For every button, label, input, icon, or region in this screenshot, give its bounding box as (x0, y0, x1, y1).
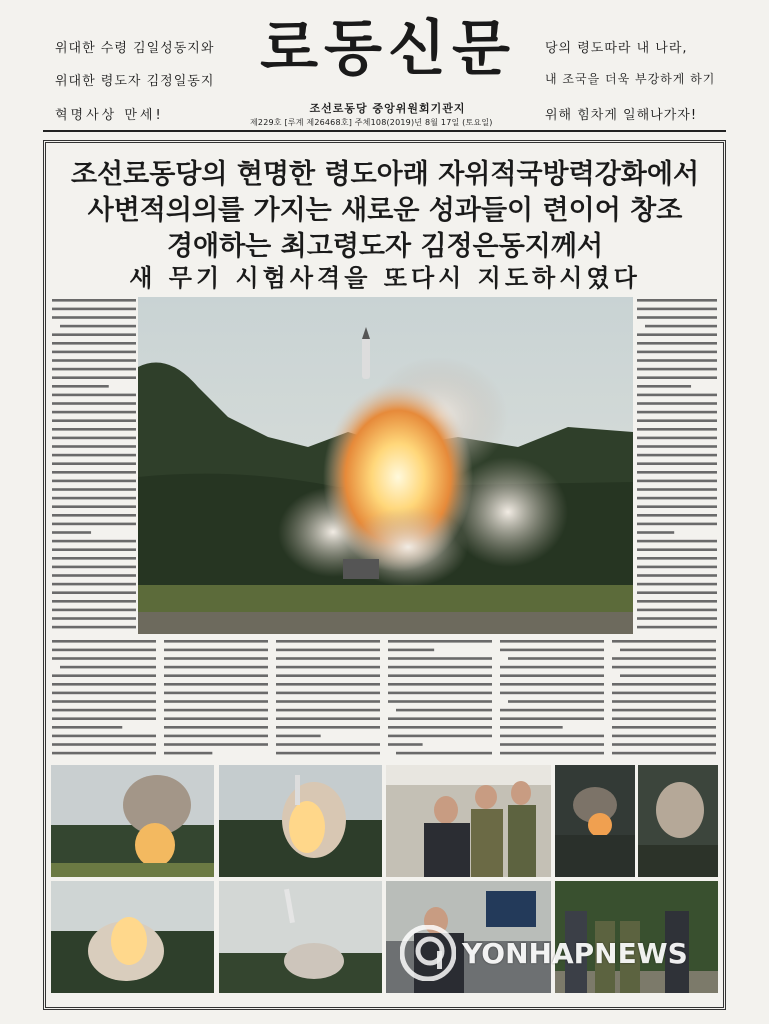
greeked-text-line (637, 359, 717, 362)
greeked-text-line (52, 385, 109, 388)
greeked-text-line (164, 674, 268, 677)
greeked-text-line (637, 445, 717, 448)
greeked-text-line (52, 471, 136, 474)
greeked-text-line (52, 674, 156, 677)
greeked-text-line (52, 531, 91, 534)
greeked-text-line (52, 717, 156, 720)
greeked-text-line (500, 735, 604, 738)
greeked-text-line (52, 376, 136, 379)
greeked-text-line (52, 419, 136, 422)
greeked-text-line (620, 674, 716, 677)
greeked-text-line (52, 411, 136, 414)
greeked-text-line (52, 617, 136, 620)
greeked-text-line (164, 726, 268, 729)
greeked-text-line (276, 726, 380, 729)
greeked-text-line (276, 717, 380, 720)
greeked-text-line (637, 428, 717, 431)
greeked-text-line (276, 640, 380, 643)
greeked-text-line (60, 325, 136, 328)
greeked-text-line (612, 692, 716, 695)
greeked-text-line (637, 574, 717, 577)
greeked-text-line (52, 583, 136, 586)
greeked-text-line (637, 591, 717, 594)
greeked-text-line (637, 514, 717, 517)
photo-launch-6 (219, 881, 382, 993)
greeked-text-line (52, 609, 136, 612)
greeked-text-line (637, 308, 717, 311)
greeked-text-line (52, 342, 136, 345)
greeked-text-line (52, 735, 156, 738)
greeked-text-line (612, 726, 716, 729)
greeked-text-line (637, 540, 717, 543)
greeked-text-line (52, 600, 136, 603)
masthead-subtitle: 조선로동당 중앙위원회기관지 (309, 102, 466, 115)
greeked-text-line (52, 726, 122, 729)
greeked-text-line (52, 394, 136, 397)
greeked-text-line (637, 385, 691, 388)
greeked-text-line (500, 717, 604, 720)
greeked-text-line (52, 514, 136, 517)
greeked-text-line (637, 351, 717, 354)
greeked-text-line (52, 308, 136, 311)
greeked-text-line (637, 617, 717, 620)
issue-line: 제229호 [루계 제26468호] 주체108(2019)년 8월 17일 (토요일) (250, 118, 493, 127)
greeked-text-line (276, 657, 380, 660)
greeked-text-line (637, 402, 717, 405)
greeked-text-line (500, 640, 604, 643)
greeked-text-line (637, 609, 717, 612)
greeked-text-line (500, 726, 563, 729)
greeked-text-line (612, 666, 716, 669)
greeked-text-line (637, 548, 717, 551)
photo-launch-2 (219, 765, 382, 877)
greeked-text-line (164, 700, 268, 703)
greeked-text-line (645, 325, 717, 328)
greeked-text-line (500, 683, 604, 686)
greeked-text-line (388, 683, 492, 686)
greeked-text-line (52, 743, 156, 746)
greeked-text-line (276, 666, 380, 669)
greeked-text-line (637, 411, 717, 414)
greeked-text-line (388, 649, 434, 652)
greeked-text-line (164, 717, 268, 720)
greeked-text-line (637, 480, 717, 483)
greeked-text-line (637, 531, 674, 534)
headline-line-3: 경애하는 최고령도자 김정은동지께서 (166, 231, 604, 262)
greeked-text-line (508, 657, 604, 660)
greeked-text-line (612, 752, 716, 755)
greeked-text-line (52, 540, 136, 543)
greeked-text-line (52, 700, 156, 703)
greeked-text-line (500, 752, 604, 755)
watermark-text: YONHAPNEWS (462, 936, 688, 970)
greeked-text-line (52, 462, 136, 465)
greeked-text-line (52, 523, 136, 526)
greeked-text-line (52, 454, 136, 457)
greeked-text-line (637, 342, 717, 345)
greeked-text-line (637, 523, 717, 526)
main-photo-missile-launch (138, 297, 633, 634)
greeked-text-line (164, 735, 268, 738)
greeked-text-line (164, 649, 268, 652)
greeked-text-line (52, 351, 136, 354)
greeked-text-line (276, 743, 380, 746)
greeked-text-line (612, 735, 716, 738)
masthead-title: 로동신문 (260, 14, 516, 84)
greeked-text-line (52, 626, 136, 629)
greeked-text-line (52, 574, 136, 577)
body-text-lower-columns (52, 638, 717, 760)
greeked-text-line (276, 674, 380, 677)
greeked-text-line (500, 743, 604, 746)
greeked-text-line (276, 692, 380, 695)
greeked-text-line (52, 402, 136, 405)
greeked-text-line (637, 488, 717, 491)
greeked-text-line (52, 683, 156, 686)
greeked-text-line (388, 692, 492, 695)
greeked-text-line (637, 497, 717, 500)
greeked-text-line (52, 488, 136, 491)
greeked-text-line (276, 752, 380, 755)
greeked-text-line (164, 743, 268, 746)
greeked-text-line (637, 299, 717, 302)
slogan-right-3: 위해 힘차게 일해나가자! (545, 108, 698, 123)
greeked-text-line (276, 683, 380, 686)
greeked-text-line (612, 640, 716, 643)
greeked-text-line (52, 316, 136, 319)
greeked-text-line (388, 717, 492, 720)
slogan-right-1: 당의 령도따라 내 나라, (545, 41, 688, 56)
greeked-text-line (637, 368, 717, 371)
headline-line-1: 조선로동당의 현명한 령도아래 자위적국방력강화에서 (70, 159, 700, 190)
photo-launch-1 (51, 765, 214, 877)
greeked-text-line (52, 497, 136, 500)
greeked-text-line (164, 640, 268, 643)
greeked-text-line (52, 333, 136, 336)
greeked-text-line (52, 437, 136, 440)
greeked-text-line (164, 666, 268, 669)
greeked-text-line (52, 709, 156, 712)
greeked-text-line (637, 437, 717, 440)
greeked-text-line (276, 700, 380, 703)
greeked-text-line (164, 692, 268, 695)
greeked-text-line (52, 428, 136, 431)
greeked-text-line (500, 649, 604, 652)
greeked-text-line (164, 683, 268, 686)
greeked-text-line (52, 640, 156, 643)
greeked-text-line (620, 649, 716, 652)
greeked-text-line (164, 657, 268, 660)
greeked-text-line (388, 743, 423, 746)
body-text-right-column (637, 297, 717, 632)
greeked-text-line (52, 505, 136, 508)
greeked-text-line (60, 666, 156, 669)
slogan-left-1: 위대한 수령 김일성동지와 (55, 41, 215, 56)
greeked-text-line (500, 666, 604, 669)
greeked-text-line (164, 709, 268, 712)
greeked-text-line (637, 462, 717, 465)
greeked-text-line (637, 626, 717, 629)
greeked-text-line (52, 299, 136, 302)
headline-line-2: 사변적의의를 가지는 새로운 성과들이 련이어 창조 (87, 195, 683, 226)
greeked-text-line (508, 700, 604, 703)
greeked-text-line (388, 726, 492, 729)
greeked-text-line (388, 640, 492, 643)
greeked-text-line (52, 557, 136, 560)
greeked-text-line (637, 394, 717, 397)
greeked-text-line (52, 657, 156, 660)
greeked-text-line (612, 700, 716, 703)
greeked-text-line (52, 566, 136, 569)
greeked-text-line (637, 566, 717, 569)
greeked-text-line (164, 752, 212, 755)
greeked-text-line (612, 709, 716, 712)
greeked-text-line (396, 709, 492, 712)
greeked-text-line (52, 649, 156, 652)
greeked-text-line (388, 674, 492, 677)
greeked-text-line (52, 548, 136, 551)
yonhap-logo-icon (400, 925, 456, 981)
photo-leader-officers (386, 765, 551, 877)
greeked-text-line (637, 557, 717, 560)
greeked-text-line (388, 666, 492, 669)
photo-launch-3 (555, 765, 635, 877)
watermark (400, 922, 688, 984)
greeked-text-line (388, 700, 492, 703)
greeked-text-line (52, 752, 156, 755)
greeked-text-line (637, 376, 717, 379)
greeked-text-line (276, 735, 321, 738)
greeked-text-line (500, 692, 604, 695)
greeked-text-line (52, 445, 136, 448)
greeked-text-line (637, 471, 717, 474)
greeked-text-line (52, 368, 136, 371)
greeked-text-line (612, 717, 716, 720)
top-rule (43, 130, 726, 132)
photo-launch-4 (638, 765, 718, 877)
greeked-text-line (52, 480, 136, 483)
slogan-left-3: 혁명사상 만세! (55, 108, 164, 123)
greeked-text-line (612, 683, 716, 686)
greeked-text-line (637, 454, 717, 457)
greeked-text-line (637, 600, 717, 603)
greeked-text-line (396, 752, 492, 755)
photo-launch-5 (51, 881, 214, 993)
greeked-text-line (388, 657, 492, 660)
greeked-text-line (637, 316, 717, 319)
greeked-text-line (612, 743, 716, 746)
greeked-text-line (52, 591, 136, 594)
slogan-right-2: 내 조국을 더욱 부강하게 하기 (545, 72, 716, 86)
greeked-text-line (637, 333, 717, 336)
headline-line-4: 새 무기 시험사격을 또다시 지도하시였다 (129, 264, 641, 292)
greeked-text-line (276, 709, 380, 712)
greeked-text-line (612, 657, 716, 660)
greeked-text-line (276, 649, 380, 652)
greeked-text-line (388, 735, 492, 738)
body-text-left-column (52, 297, 136, 632)
greeked-text-line (637, 583, 717, 586)
greeked-text-line (52, 359, 136, 362)
greeked-text-line (637, 505, 717, 508)
slogan-left-2: 위대한 령도자 김정일동지 (55, 74, 215, 89)
greeked-text-line (52, 692, 156, 695)
greeked-text-line (500, 709, 604, 712)
greeked-text-line (500, 674, 604, 677)
greeked-text-line (637, 419, 717, 422)
